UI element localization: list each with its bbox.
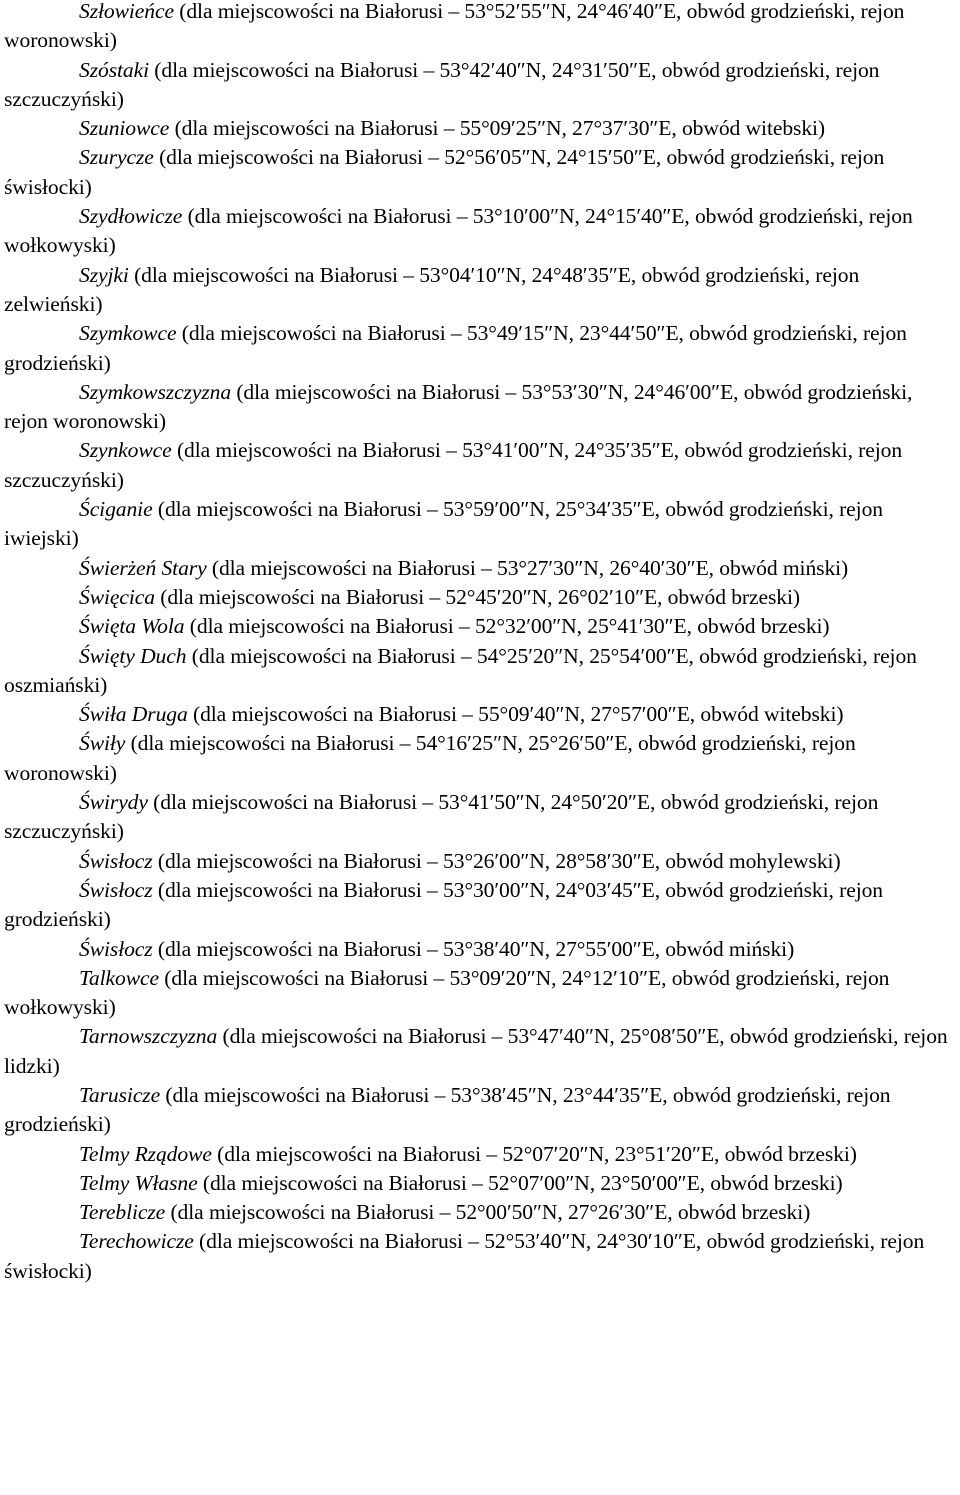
entry-name: Szłowieńce [79,0,174,23]
entry-name: Świły [79,731,126,756]
entry-szymkowszczyzna [4,378,958,437]
entry-szyjki [4,261,958,320]
entry-telmy-wlasne [4,1169,958,1198]
entry-description: (dla miejscowości na Białorusi – 53°52′55″N, 24°46′40″E, obwód grodzieński, rejon woronowski) [4,0,905,53]
entry-description: (dla miejscowości na Białorusi – 52°56′05″N, 24°15′50″E, obwód grodzieński, rejon świsłocki) [4,145,885,199]
entry-name: Tereblicze [79,1200,166,1225]
entry-name: Szyjki [79,262,129,287]
entry-name: Talkowce [79,965,159,990]
entry-szuniowce [4,114,958,143]
entry-swily [4,729,958,788]
entry-name: Telmy Rządowe [79,1141,212,1166]
entry-swiecica [4,583,958,612]
entry-swislocz-mohylewski [4,847,958,876]
entry-name: Szuniowce [79,116,170,141]
entry-description: (dla miejscowości na Białorusi – 53°30′00″N, 24°03′45″E, obwód grodzieński, rejon grodzieński) [4,877,883,932]
entry-description: (dla miejscowości na Białorusi – 52°45′20″N, 26°02′10″E, obwód brzeski) [154,584,800,609]
entry-description: (dla miejscowości na Białorusi – 53°41′00″N, 24°35′35″E, obwód grodzieński, rejon szczuczyński) [4,438,903,492]
entry-description: (dla miejscowości na Białorusi – 53°10′00″N, 24°15′40″E, obwód grodzieński, rejon wołkowyski) [4,204,913,258]
entry-name: Świrydy [79,790,148,815]
entry-swieta-wola [4,612,958,641]
entry-description: (dla miejscowości na Białorusi – 53°09′20″N, 24°12′10″E, obwód grodzieński, rejon wołkowyski) [4,965,890,1020]
entry-description: (dla miejscowości na Białorusi – 55°09′40″N, 27°57′00″E, obwód witebski) [187,702,844,727]
entry-description: (dla miejscowości na Białorusi – 53°53′30″N, 24°46′00″E, obwód grodzieński, rejon woronowski) [4,379,913,434]
entry-description: (dla miejscowości na Białorusi – 52°07′20″N, 23°51′20″E, obwód brzeski) [211,1141,857,1166]
entry-szurycze [4,143,958,202]
entry-description: (dla miejscowości na Białorusi – 52°53′40″N, 24°30′10″E, obwód grodzieński, rejon świsłocki) [4,1229,925,1283]
entry-swislocz-grodzienski [4,876,958,935]
entry-swiety-duch [4,642,958,701]
entry-description: (dla miejscowości na Białorusi – 53°42′40″N, 24°31′50″E, obwód grodzieński, rejon szczuczyński) [4,57,880,111]
entry-name: Tarusicze [79,1082,161,1107]
entry-name: Świerżeń Stary [79,555,207,580]
entry-szydlowicze [4,202,958,261]
entry-szlowience [4,0,958,56]
entry-telmy-rzadowe [4,1140,958,1169]
entry-name: Świsłocz [79,877,153,902]
entry-description: (dla miejscowości na Białorusi – 52°00′50″N, 27°26′30″E, obwód brzeski) [165,1200,811,1225]
entry-description: (dla miejscowości na Białorusi – 53°47′40″N, 25°08′50″E, obwód grodzieński, rejon lidzki) [4,1024,948,1078]
entry-szostaki [4,56,958,115]
entry-name: Szymkowce [79,321,177,346]
entry-description: (dla miejscowości na Białorusi – 53°04′10″N, 24°48′35″E, obwód grodzieński, rejon zelwieński) [4,262,860,316]
entry-szymkowce [4,319,958,378]
entry-description: (dla miejscowości na Białorusi – 53°41′50″N, 24°50′20″E, obwód grodzieński, rejon szczuczyński) [4,790,879,844]
entry-name: Tarnowszczyzna [79,1024,218,1049]
entry-szynkowce [4,436,958,495]
entry-name: Świła Druga [79,702,188,727]
entry-name: Szynkowce [79,438,172,463]
entry-description: (dla miejscowości na Białorusi – 53°38′45″N, 23°44′35″E, obwód grodzieński, rejon grodzieński) [4,1082,891,1137]
entry-name: Święty Duch [79,643,187,668]
entry-name: Święcica [79,584,155,609]
entry-description: (dla miejscowości na Białorusi – 53°59′00″N, 25°34′35″E, obwód grodzieński, rejon iwiejski) [4,497,883,551]
entry-name: Świsłocz [79,848,153,873]
entry-swierzen-stary [4,554,958,583]
entry-tereblicze [4,1198,958,1227]
entry-description: (dla miejscowości na Białorusi – 54°16′25″N, 25°26′50″E, obwód grodzieński, rejon woronowski) [4,731,856,785]
entry-description: (dla miejscowości na Białorusi – 52°07′00″N, 23°50′00″E, obwód brzeski) [197,1170,843,1195]
entry-sciganie [4,495,958,554]
entry-name: Świsłocz [79,936,153,961]
entry-name: Telmy Własne [79,1170,198,1195]
entry-description: (dla miejscowości na Białorusi – 53°27′30″N, 26°40′30″E, obwód miński) [206,555,849,580]
entry-tarusicze [4,1081,958,1140]
entry-swirydy [4,788,958,847]
entry-description: (dla miejscowości na Białorusi – 53°49′15″N, 23°44′50″E, obwód grodzieński, rejon grodzieński) [4,321,907,375]
entry-name: Szurycze [79,145,154,170]
entry-terechowicze [4,1227,958,1286]
entry-talkowce [4,964,958,1023]
entry-swislocz-minski [4,935,958,964]
entry-name: Terechowicze [79,1229,194,1254]
entry-description: (dla miejscowości na Białorusi – 53°26′00″N, 28°58′30″E, obwód mohylewski) [152,848,841,873]
entry-name: Szymkowszczyzna [79,379,232,404]
entry-name: Szóstaki [79,57,149,82]
document-body [4,0,958,1286]
entry-tarnowszczyzna [4,1022,958,1081]
entry-name: Ściganie [79,497,153,522]
entry-swila-druga [4,700,958,729]
entry-name: Szydłowicze [79,204,183,229]
entry-description: (dla miejscowości na Białorusi – 53°38′40″N, 27°55′00″E, obwód miński) [152,936,795,961]
entry-name: Święta Wola [79,614,185,639]
entry-description: (dla miejscowości na Białorusi – 54°25′20″N, 25°54′00″E, obwód grodzieński, rejon oszmiański) [4,643,917,697]
entry-description: (dla miejscowości na Białorusi – 52°32′00″N, 25°41′30″E, obwód brzeski) [184,614,830,639]
entry-description: (dla miejscowości na Białorusi – 55°09′25″N, 27°37′30″E, obwód witebski) [169,116,826,141]
